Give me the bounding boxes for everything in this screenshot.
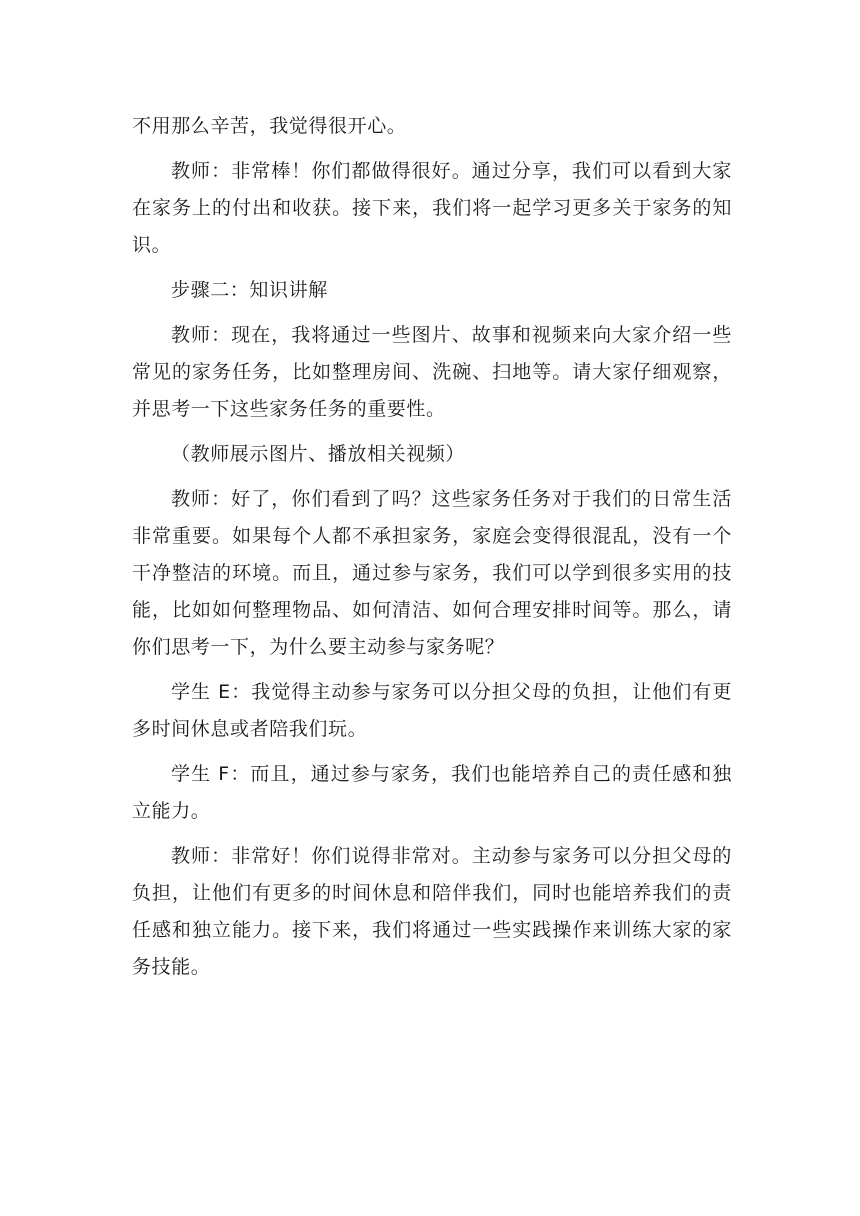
- document-body: [132, 108, 732, 994]
- paragraph-student-f: 学生 F：而且，通过参与家务，我们也能培养自己的责任感和独立能力。: [132, 763, 732, 822]
- paragraph-teacher-introduction: 教师：现在，我将通过一些图片、故事和视频来向大家介绍一些常见的家务任务，比如整理房间、洗碗、扫地等。请大家仔细观察，并思考一下这些家务任务的重要性。: [132, 324, 732, 420]
- paragraph-continuation: 不用那么辛苦，我觉得很开心。: [132, 115, 407, 137]
- paragraph-teacher-explanation: 教师：好了，你们看到了吗？这些家务任务对于我们的日常生活非常重要。如果每个人都不承担家务，家庭会变得很混乱，没有一个干净整洁的环境。而且，通过参与家务，我们可以学到很多实用的技能，比如如何整理物品、如何清洁、如何合理安排时间等。那么，请你们思考一下，为什么要主动参与家务呢？: [132, 488, 732, 658]
- paragraph-teacher-summary: 教师：非常好！你们说得非常对。主动参与家务可以分担父母的负担，让他们有更多的时间休息和陪伴我们，同时也能培养我们的责任感和独立能力。接下来，我们将通过一些实践操作来训练大家的家务技能。: [132, 845, 732, 978]
- paragraph-teacher-praise: 教师：非常棒！你们都做得很好。通过分享，我们可以看到大家在家务上的付出和收获。接下来，我们将一起学习更多关于家务的知识。: [132, 160, 732, 256]
- paragraph-stage-direction: （教师展示图片、播放相关视频）: [171, 443, 466, 465]
- paragraph-student-e: 学生 E：我觉得主动参与家务可以分担父母的负担，让他们有更多时间休息或者陪我们玩。: [132, 681, 732, 740]
- step-two-heading: 步骤二：知识讲解: [171, 279, 328, 301]
